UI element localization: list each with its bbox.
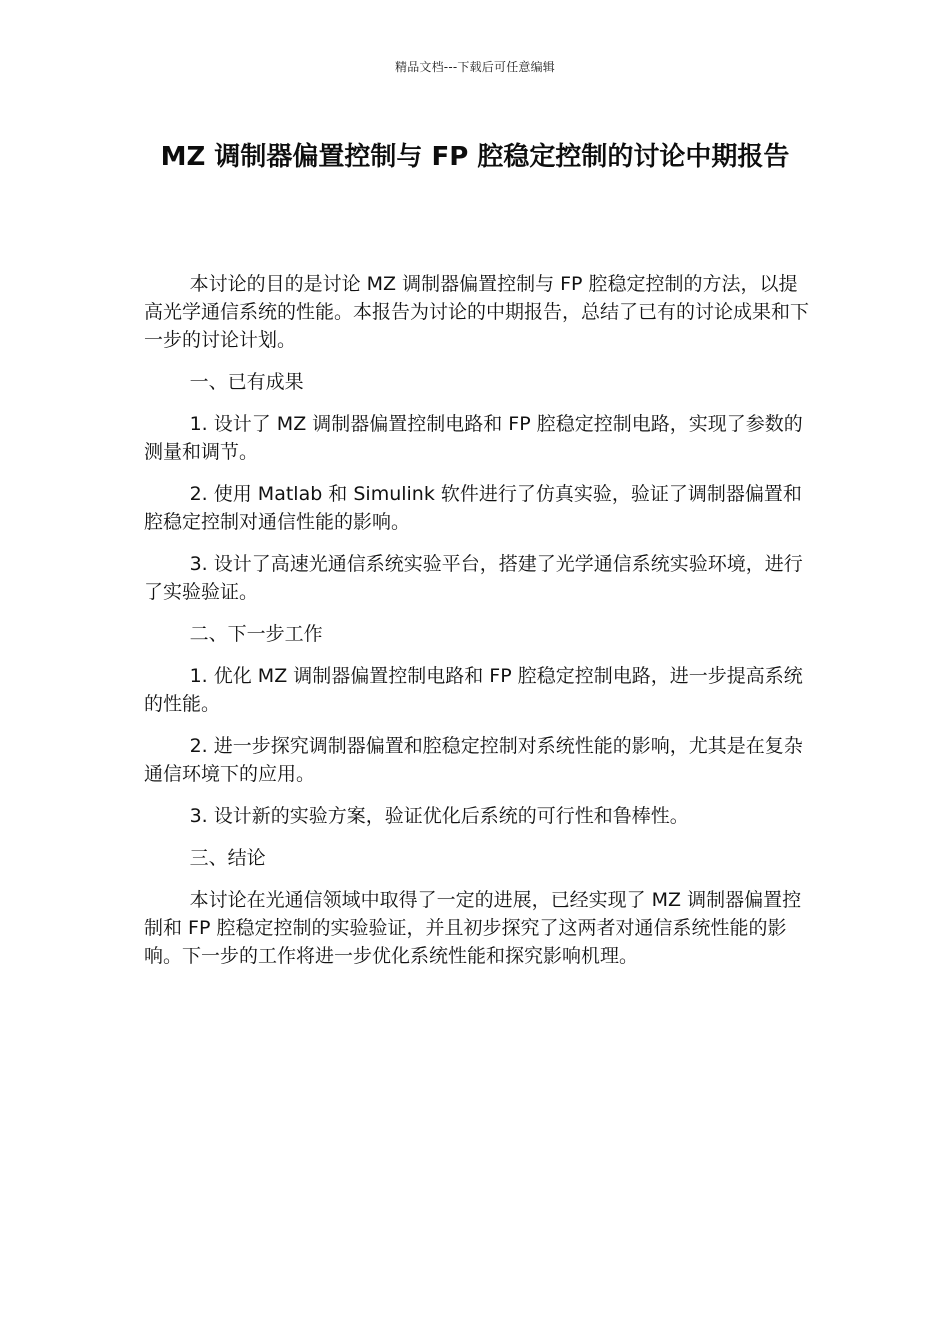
section-heading-conclusion: 三、结论 (189, 847, 266, 869)
conclusion-paragraph: 本讨论在光通信领域中取得了一定的进展，已经实现了 MZ 调制器偏置控制和 FP 腔稳定控制的实验验证，并且初步探究了这两者对通信系统性能的影响。下一步的工作将进一步优化系统性能和探究影响机理。 (144, 889, 802, 967)
document-body (144, 270, 812, 984)
list-item: 1. 设计了 MZ 调制器偏置控制电路和 FP 腔稳定控制电路，实现了参数的测量和调节。 (144, 413, 803, 463)
list-item: 2. 进一步探究调制器偏置和腔稳定控制对系统性能的影响，尤其是在复杂通信环境下的应用。 (144, 735, 803, 785)
list-item: 1. 优化 MZ 调制器偏置控制电路和 FP 腔稳定控制电路，进一步提高系统的性能。 (144, 665, 803, 715)
document-title: MZ 调制器偏置控制与 FP 腔稳定控制的讨论中期报告 (160, 142, 790, 172)
list-item: 3. 设计了高速光通信系统实验平台，搭建了光学通信系统实验环境，进行了实验验证。 (144, 553, 803, 603)
header-note: 精品文档---下载后可任意编辑 (395, 60, 555, 74)
section-heading-achievements: 一、已有成果 (189, 371, 304, 393)
list-item: 3. 设计新的实验方案，验证优化后系统的可行性和鲁棒性。 (189, 805, 689, 827)
intro-paragraph: 本讨论的目的是讨论 MZ 调制器偏置控制与 FP 腔稳定控制的方法，以提高光学通信系统的性能。本报告为讨论的中期报告，总结了已有的讨论成果和下一步的讨论计划。 (144, 273, 810, 351)
section-heading-next-steps: 二、下一步工作 (189, 623, 323, 645)
list-item: 2. 使用 Matlab 和 Simulink 软件进行了仿真实验，验证了调制器偏置和腔稳定控制对通信性能的影响。 (144, 483, 802, 533)
